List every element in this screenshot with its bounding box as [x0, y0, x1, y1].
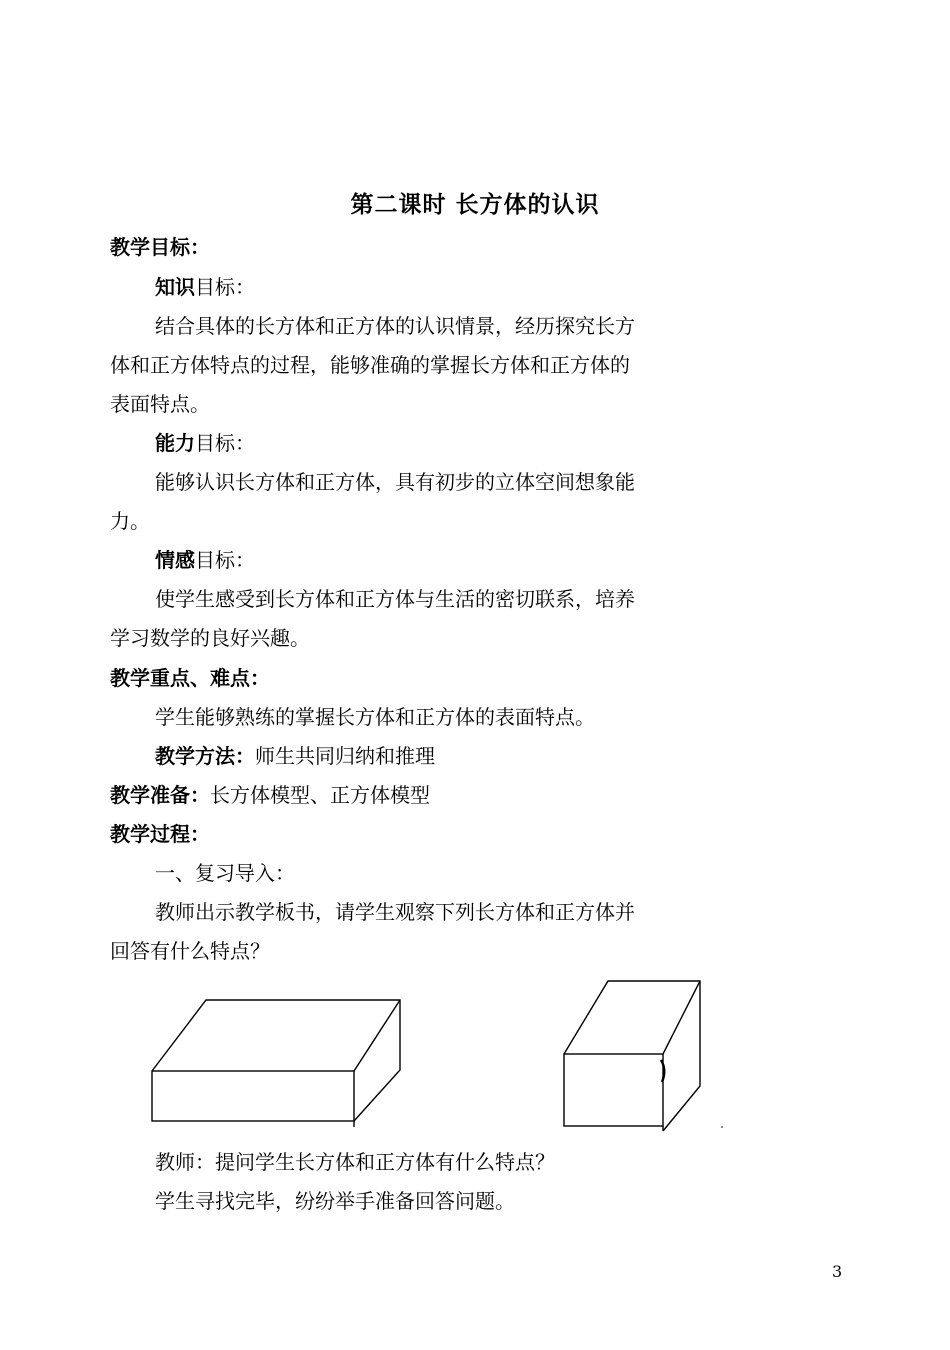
dialog-line-1: 教师：提问学生长方体和正方体有什么特点？ — [155, 1150, 555, 1174]
page-number: 3 — [832, 1262, 843, 1281]
ability-label: 能力 — [155, 431, 195, 455]
step1-heading: 一、复习导入： — [155, 861, 295, 885]
emotion-line-1: 使学生感受到长方体和正方体与生活的密切联系，培养 — [155, 587, 635, 611]
prep-label: 教学准备： — [110, 783, 210, 807]
page-title: 第二课时 长方体的认识 — [350, 191, 600, 218]
knowledge-line-3: 表面特点。 — [110, 392, 210, 416]
knowledge-line-2: 体和正方体特点的过程，能够准确的掌握长方体和正方体的 — [110, 353, 630, 377]
prep-text: 长方体模型、正方体模型 — [210, 783, 430, 807]
ability-line-1: 能够认识长方体和正方体，具有初步的立体空间想象能 — [155, 470, 635, 494]
method-label: 教学方法： — [155, 744, 255, 768]
emotion-suffix: 目标： — [195, 548, 255, 572]
cube-figure — [564, 981, 700, 1131]
method-text: 师生共同归纳和推理 — [255, 744, 435, 768]
knowledge-line-1: 结合具体的长方体和正方体的认识情景，经历探究长方 — [155, 314, 635, 338]
key-points-text: 学生能够熟练的掌握长方体和正方体的表面特点。 — [155, 705, 595, 729]
process-heading: 教学过程： — [110, 822, 210, 846]
key-points-heading: 教学重点、难点： — [110, 666, 270, 690]
emotion-label: 情感 — [155, 548, 195, 572]
knowledge-label: 知识 — [155, 275, 195, 299]
goal-heading: 教学目标： — [110, 235, 210, 259]
step1-line-1: 教师出示教学板书，请学生观察下列长方体和正方体并 — [155, 900, 635, 924]
knowledge-suffix: 目标： — [195, 275, 255, 299]
dialog-line-2: 学生寻找完毕，纷纷举手准备回答问题。 — [155, 1189, 515, 1213]
stray-dot — [721, 1126, 723, 1128]
ability-suffix: 目标： — [195, 431, 255, 455]
step1-line-2: 回答有什么特点？ — [110, 939, 270, 963]
emotion-line-2: 学习数学的良好兴趣。 — [110, 626, 310, 650]
ability-line-2: 力。 — [110, 509, 150, 533]
cuboid-figure — [152, 1000, 400, 1127]
